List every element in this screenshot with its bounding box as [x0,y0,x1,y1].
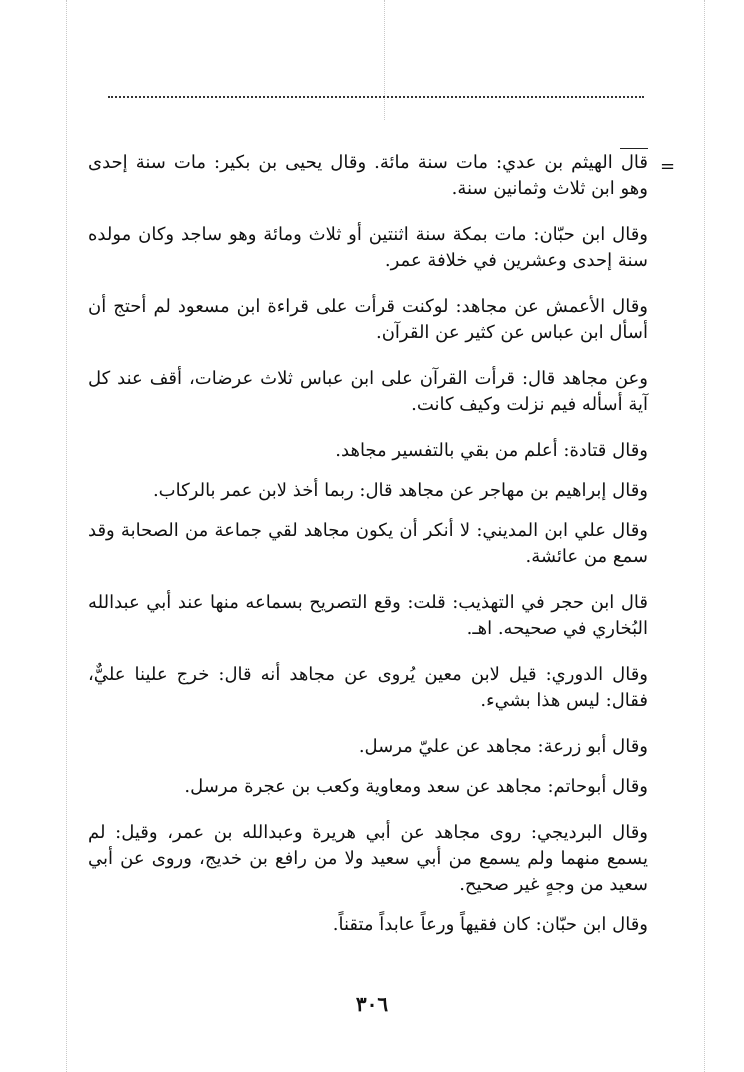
scan-artifact-line [384,0,385,120]
paragraph: قال الهيثم بن عدي: مات سنة مائة. وقال يحيى بن بكير: مات سنة إحدى وهو ابن ثلاث وثمانين سنة. [88,152,648,199]
paragraph: وقال البرديجي: روى مجاهد عن أبي هريرة وعبدالله بن عمر، وقيل: لم يسمع منهما ولم يسمع من أبي سعيد ولا من رافع بن خديج، وروى عن أبي سعيد من وجهٍ غير صحيح. [88,822,648,895]
body-text [88,150,648,958]
paragraph: وقال ابن حبّان: مات بمكة سنة اثنتين أو ثلاث ومائة وهو ساجد وكان مولده سنة إحدى وعشرين في خلافة عمر. [88,224,648,271]
paragraph: قال ابن حجر في التهذيب: قلت: وقع التصريح بسماعه منها عند أبي عبدالله البُخاري في صحيحه. اهـ. [88,592,648,639]
header-solid-rule [620,148,648,149]
header-dotted-rule [108,96,644,98]
paragraph: وقال قتادة: أعلم من بقي بالتفسير مجاهد. [335,440,648,461]
paragraph: وعن مجاهد قال: قرأت القرآن على ابن عباس ثلاث عرضات، أقف عند كل آية أسأله فيم نزلت وكيف كانت. [88,368,648,415]
scan-artifact-line [66,0,67,1072]
margin-mark: = [660,156,676,177]
paragraph: وقال ابن حبّان: كان فقيهاً ورعاً عابداً متقناً. [332,914,648,935]
paragraph: وقال إبراهيم بن مهاجر عن مجاهد قال: ربما أخذ لابن عمر بالركاب. [152,480,648,501]
scan-artifact-line [704,0,705,1072]
page-number: ٣٠٦ [355,992,389,1016]
paragraph: وقال أبو زرعة: مجاهد عن عليّ مرسل. [358,736,648,757]
paragraph: وقال علي ابن المديني: لا أنكر أن يكون مجاهد لقي جماعة من الصحابة وقد سمع من عائشة. [88,520,648,567]
paragraph: وقال أبوحاتم: مجاهد عن سعد ومعاوية وكعب بن عجرة مرسل. [184,776,648,797]
paragraph: وقال الأعمش عن مجاهد: لوكنت قرأت على قراءة ابن مسعود لم أحتج أن أسأل ابن عباس عن كثير عن القرآن. [88,296,648,343]
paragraph: وقال الدوري: قيل لابن معين يُروى عن مجاهد أنه قال: خرج علينا عليٌّ، فقال: ليس هذا بشيء. [88,664,648,711]
